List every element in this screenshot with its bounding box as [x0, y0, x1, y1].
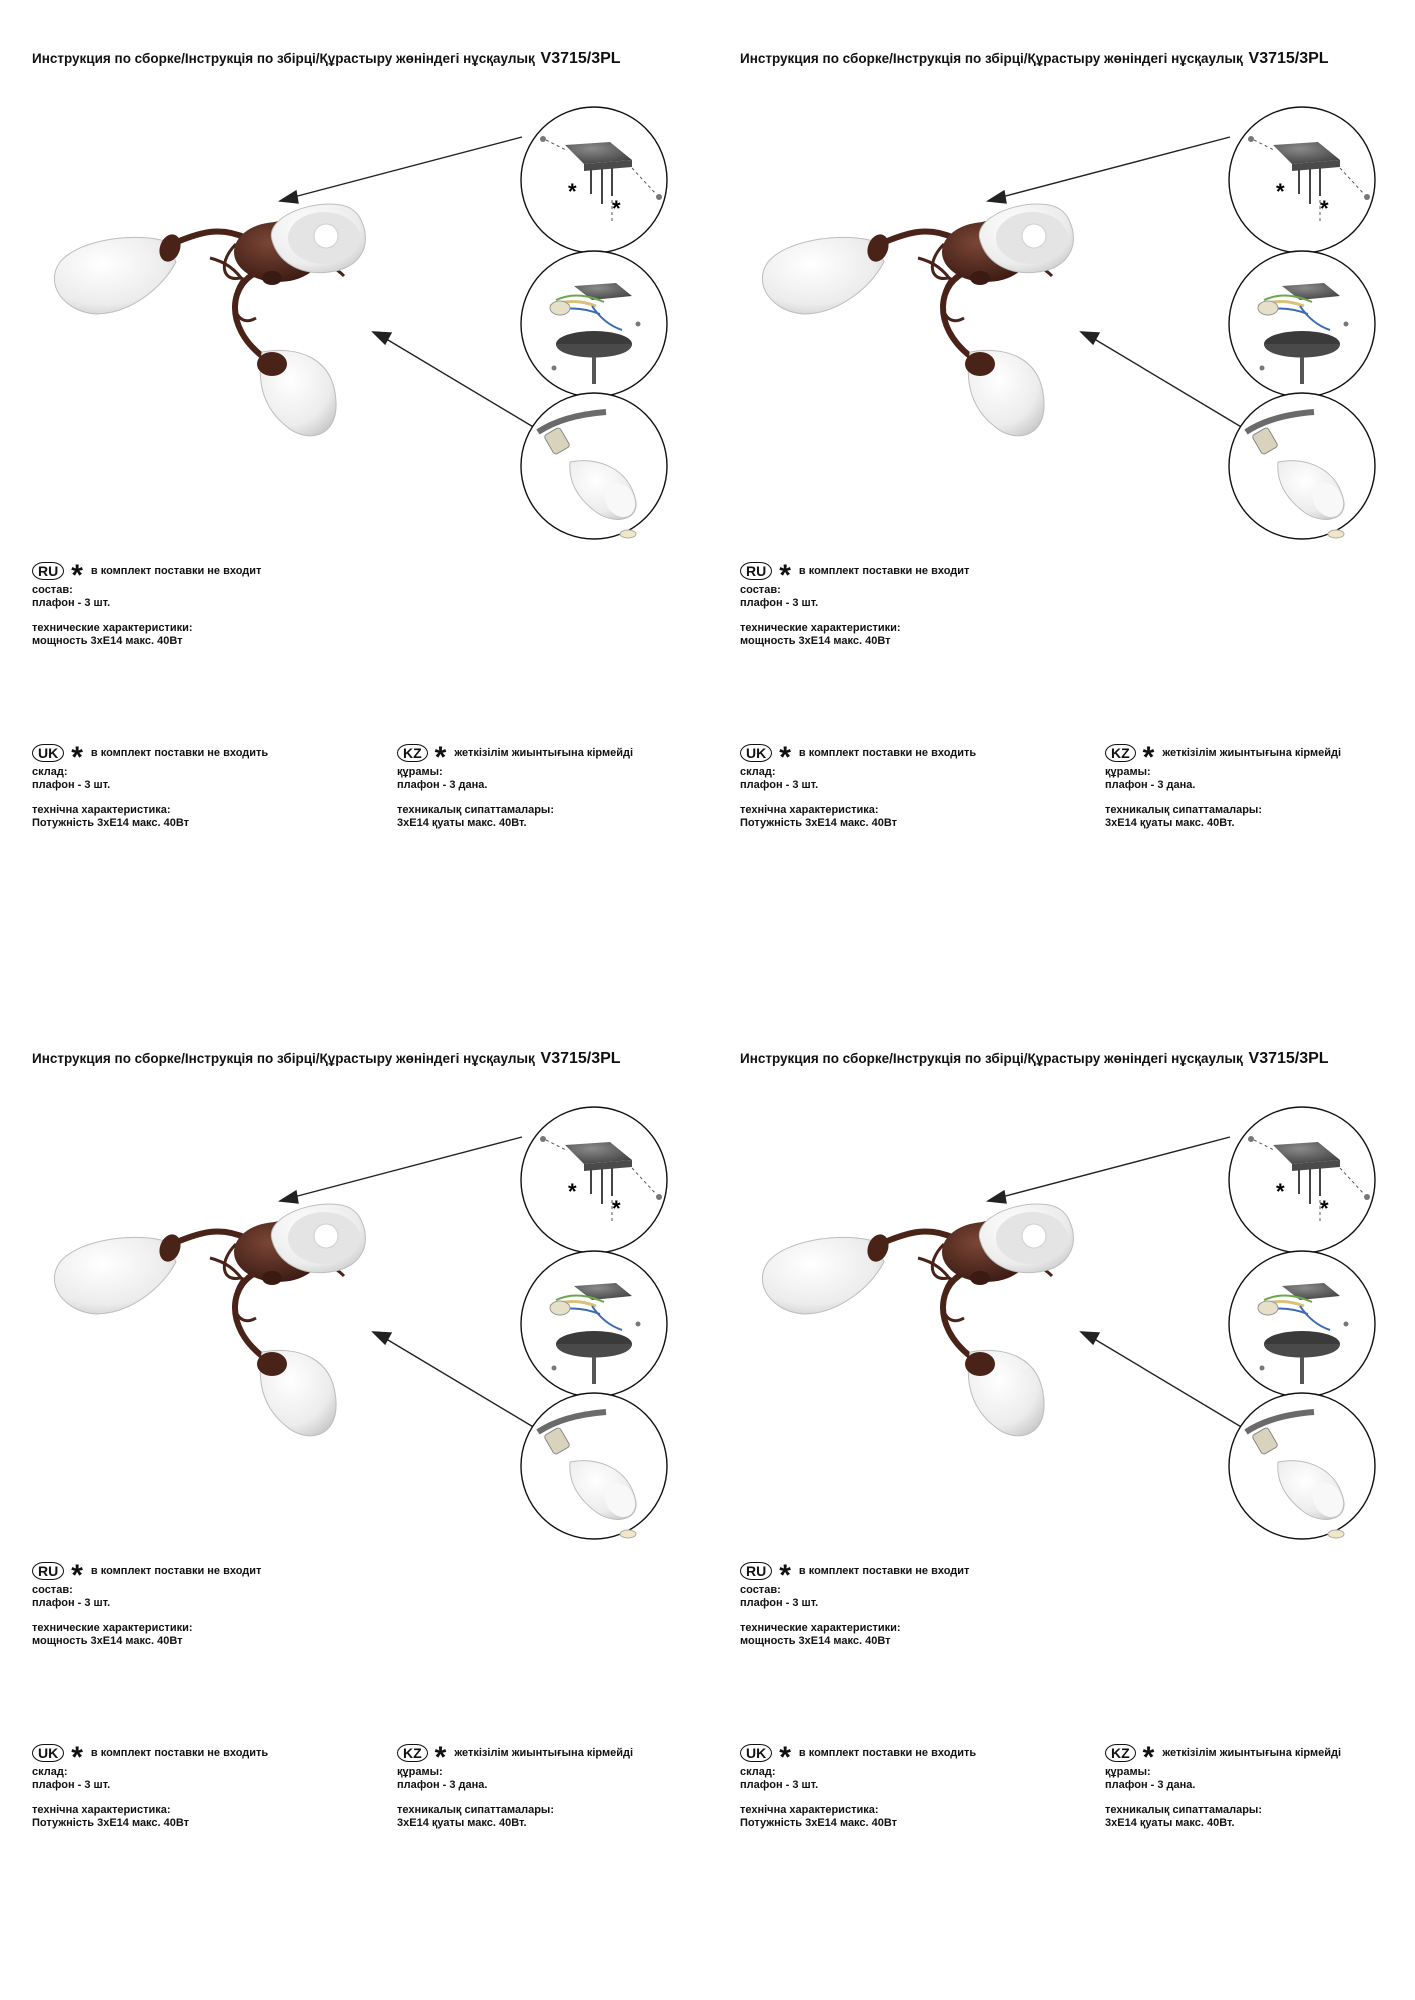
page-title: Инструкция по сборке/Інструкція по збірці/Құрастыру жөніндегі нұсқаулық V3715/3PL: [740, 50, 1329, 67]
composition-label: склад:: [740, 766, 776, 778]
callout-asterisk: *: [568, 1179, 577, 1204]
specs-label: технические характеристики:: [32, 1622, 193, 1634]
composition-value: плафон - 3 шт.: [32, 597, 111, 609]
assembly-illustration: [708, 1000, 1415, 2000]
uk-section: [740, 1740, 976, 1830]
not-included-note: жеткізілім жиынтығына кірмейді: [1162, 746, 1342, 759]
wiring-detail-circle: [1229, 1251, 1375, 1397]
not-included-note: в комплект поставки не входить: [90, 746, 269, 759]
instruction-panel-4: [708, 1000, 1415, 2000]
specs-label: технические характеристики:: [740, 622, 901, 634]
not-included-note: жеткізілім жиынтығына кірмейді: [454, 1746, 634, 1759]
specs-value: Потужність 3хЕ14 макс. 40Вт: [740, 817, 898, 829]
chandelier-drawing: [54, 204, 365, 436]
ru-section: [32, 558, 261, 648]
callout-asterisk: *: [612, 1196, 621, 1221]
callout-asterisk: *: [1320, 196, 1329, 221]
specs-label: технические характеристики:: [740, 1622, 901, 1634]
language-code-badge: RU: [32, 1562, 64, 1580]
asterisk-mark: *: [779, 1559, 791, 1592]
asterisk-mark: *: [434, 1741, 447, 1774]
model-code: V3715/3PL: [540, 50, 621, 67]
composition-label: склад:: [32, 1766, 68, 1778]
model-code: V3715/3PL: [1248, 50, 1329, 67]
language-code-badge: RU: [32, 562, 64, 580]
language-code-badge: KZ: [1105, 1744, 1136, 1762]
specs-label: техникалық сипаттамалары:: [397, 1804, 554, 1816]
not-included-note: в комплект поставки не входить: [90, 1746, 269, 1759]
specs-label: техникалық сипаттамалары:: [397, 804, 554, 816]
specs-value: мощность 3хЕ14 макс. 40Вт: [32, 635, 183, 647]
asterisk-mark: *: [779, 741, 791, 774]
language-code-badge: KZ: [397, 744, 428, 762]
composition-value: плафон - 3 шт.: [32, 1779, 111, 1791]
bracket-detail-circle: [1229, 1107, 1375, 1253]
not-included-note: жеткізілім жиынтығына кірмейді: [1162, 1746, 1342, 1759]
page-title: Инструкция по сборке/Інструкція по збірці/Құрастыру жөніндегі нұсқаулық V3715/3PL: [32, 1050, 621, 1067]
specs-value: Потужність 3хЕ14 макс. 40Вт: [32, 1817, 190, 1829]
pointer-arrow: [988, 137, 1230, 203]
asterisk-mark: *: [71, 559, 83, 592]
pointer-arrow: [988, 1137, 1230, 1203]
composition-label: склад:: [740, 1766, 776, 1778]
uk-section: [32, 740, 268, 830]
composition-value: плафон - 3 дана.: [1105, 1779, 1196, 1791]
not-included-note: в комплект поставки не входит: [90, 564, 262, 577]
callout-asterisk: *: [612, 196, 621, 221]
not-included-note: в комплект поставки не входить: [798, 1746, 977, 1759]
kz-section: [1105, 740, 1341, 830]
specs-label: технічна характеристика:: [740, 804, 879, 816]
composition-label: состав:: [32, 1584, 73, 1596]
wiring-detail-circle: [1229, 251, 1375, 397]
page-title: Инструкция по сборке/Інструкція по збірці/Құрастыру жөніндегі нұсқаулық V3715/3PL: [32, 50, 621, 67]
specs-value: Потужність 3хЕ14 макс. 40Вт: [740, 1817, 898, 1829]
specs-value: мощность 3хЕ14 макс. 40Вт: [32, 1635, 183, 1647]
composition-label: құрамы:: [397, 1766, 443, 1778]
callout-asterisk: *: [1276, 179, 1285, 204]
shade-detail-circle: [521, 1393, 667, 1539]
specs-value: Потужність 3хЕ14 макс. 40Вт: [32, 817, 190, 829]
pointer-arrow: [1081, 1332, 1243, 1428]
composition-value: плафон - 3 шт.: [32, 779, 111, 791]
model-code: V3715/3PL: [1248, 1050, 1329, 1067]
composition-label: состав:: [740, 1584, 781, 1596]
not-included-note: в комплект поставки не входить: [798, 746, 977, 759]
shade-detail-circle: [1229, 393, 1375, 539]
specs-value: 3хЕ14 қуаты макс. 40Вт.: [397, 1817, 527, 1829]
composition-label: құрамы:: [1105, 766, 1151, 778]
language-code-badge: UK: [740, 1744, 772, 1762]
asterisk-mark: *: [1142, 1741, 1155, 1774]
shade-detail-circle: [521, 393, 667, 539]
composition-value: плафон - 3 дана.: [397, 779, 488, 791]
asterisk-mark: *: [434, 741, 447, 774]
composition-label: құрамы:: [1105, 1766, 1151, 1778]
composition-label: состав:: [740, 584, 781, 596]
ru-section: [740, 558, 969, 648]
composition-label: состав:: [32, 584, 73, 596]
wiring-detail-circle: [521, 1251, 667, 1397]
page-title: Инструкция по сборке/Інструкція по збірці/Құрастыру жөніндегі нұсқаулық V3715/3PL: [740, 1050, 1329, 1067]
uk-section: [32, 1740, 268, 1830]
assembly-illustration: [0, 1000, 707, 2000]
asterisk-mark: *: [779, 559, 791, 592]
specs-label: техникалық сипаттамалары:: [1105, 1804, 1262, 1816]
assembly-illustration: [0, 0, 707, 1000]
composition-value: плафон - 3 дана.: [1105, 779, 1196, 791]
language-code-badge: KZ: [1105, 744, 1136, 762]
asterisk-mark: *: [779, 1741, 791, 1774]
ru-section: [32, 1558, 261, 1648]
composition-value: плафон - 3 шт.: [740, 597, 819, 609]
language-code-badge: UK: [32, 744, 64, 762]
instruction-panel-3: [0, 1000, 707, 2000]
wiring-detail-circle: [521, 251, 667, 397]
specs-value: мощность 3хЕ14 макс. 40Вт: [740, 1635, 891, 1647]
assembly-illustration: [708, 0, 1415, 1000]
specs-value: 3хЕ14 қуаты макс. 40Вт.: [1105, 1817, 1235, 1829]
composition-label: құрамы:: [397, 766, 443, 778]
composition-label: склад:: [32, 766, 68, 778]
composition-value: плафон - 3 шт.: [740, 1597, 819, 1609]
specs-value: 3хЕ14 қуаты макс. 40Вт.: [1105, 817, 1235, 829]
asterisk-mark: *: [1142, 741, 1155, 774]
composition-value: плафон - 3 шт.: [740, 1779, 819, 1791]
not-included-note: в комплект поставки не входит: [90, 1564, 262, 1577]
callout-asterisk: *: [1276, 1179, 1285, 1204]
bracket-detail-circle: [521, 1107, 667, 1253]
callout-asterisk: *: [1320, 1196, 1329, 1221]
composition-value: плафон - 3 дана.: [397, 1779, 488, 1791]
pointer-arrow: [1081, 332, 1243, 428]
shade-detail-circle: [1229, 1393, 1375, 1539]
asterisk-mark: *: [71, 1559, 83, 1592]
specs-label: технічна характеристика:: [32, 804, 171, 816]
bracket-detail-circle: [1229, 107, 1375, 253]
specs-label: техникалық сипаттамалары:: [1105, 804, 1262, 816]
callout-asterisk: *: [568, 179, 577, 204]
language-code-badge: RU: [740, 562, 772, 580]
model-code: V3715/3PL: [540, 1050, 621, 1067]
specs-label: технічна характеристика:: [740, 1804, 879, 1816]
composition-value: плафон - 3 шт.: [740, 779, 819, 791]
chandelier-drawing: [762, 204, 1073, 436]
not-included-note: в комплект поставки не входит: [798, 1564, 970, 1577]
bracket-detail-circle: [521, 107, 667, 253]
language-code-badge: UK: [740, 744, 772, 762]
kz-section: [397, 1740, 633, 1830]
language-code-badge: RU: [740, 1562, 772, 1580]
composition-value: плафон - 3 шт.: [32, 1597, 111, 1609]
asterisk-mark: *: [71, 1741, 83, 1774]
pointer-arrow: [373, 1332, 535, 1428]
pointer-arrow: [280, 137, 522, 203]
specs-value: мощность 3хЕ14 макс. 40Вт: [740, 635, 891, 647]
asterisk-mark: *: [71, 741, 83, 774]
not-included-note: жеткізілім жиынтығына кірмейді: [454, 746, 634, 759]
specs-value: 3хЕ14 қуаты макс. 40Вт.: [397, 817, 527, 829]
kz-section: [397, 740, 633, 830]
not-included-note: в комплект поставки не входит: [798, 564, 970, 577]
instruction-panel-2: [708, 0, 1415, 1000]
instruction-panel-1: [0, 0, 707, 1000]
kz-section: [1105, 1740, 1341, 1830]
pointer-arrow: [373, 332, 535, 428]
pointer-arrow: [280, 1137, 522, 1203]
ru-section: [740, 1558, 969, 1648]
uk-section: [740, 740, 976, 830]
chandelier-drawing: [762, 1204, 1073, 1436]
language-code-badge: KZ: [397, 1744, 428, 1762]
chandelier-drawing: [54, 1204, 365, 1436]
specs-label: технічна характеристика:: [32, 1804, 171, 1816]
language-code-badge: UK: [32, 1744, 64, 1762]
specs-label: технические характеристики:: [32, 622, 193, 634]
